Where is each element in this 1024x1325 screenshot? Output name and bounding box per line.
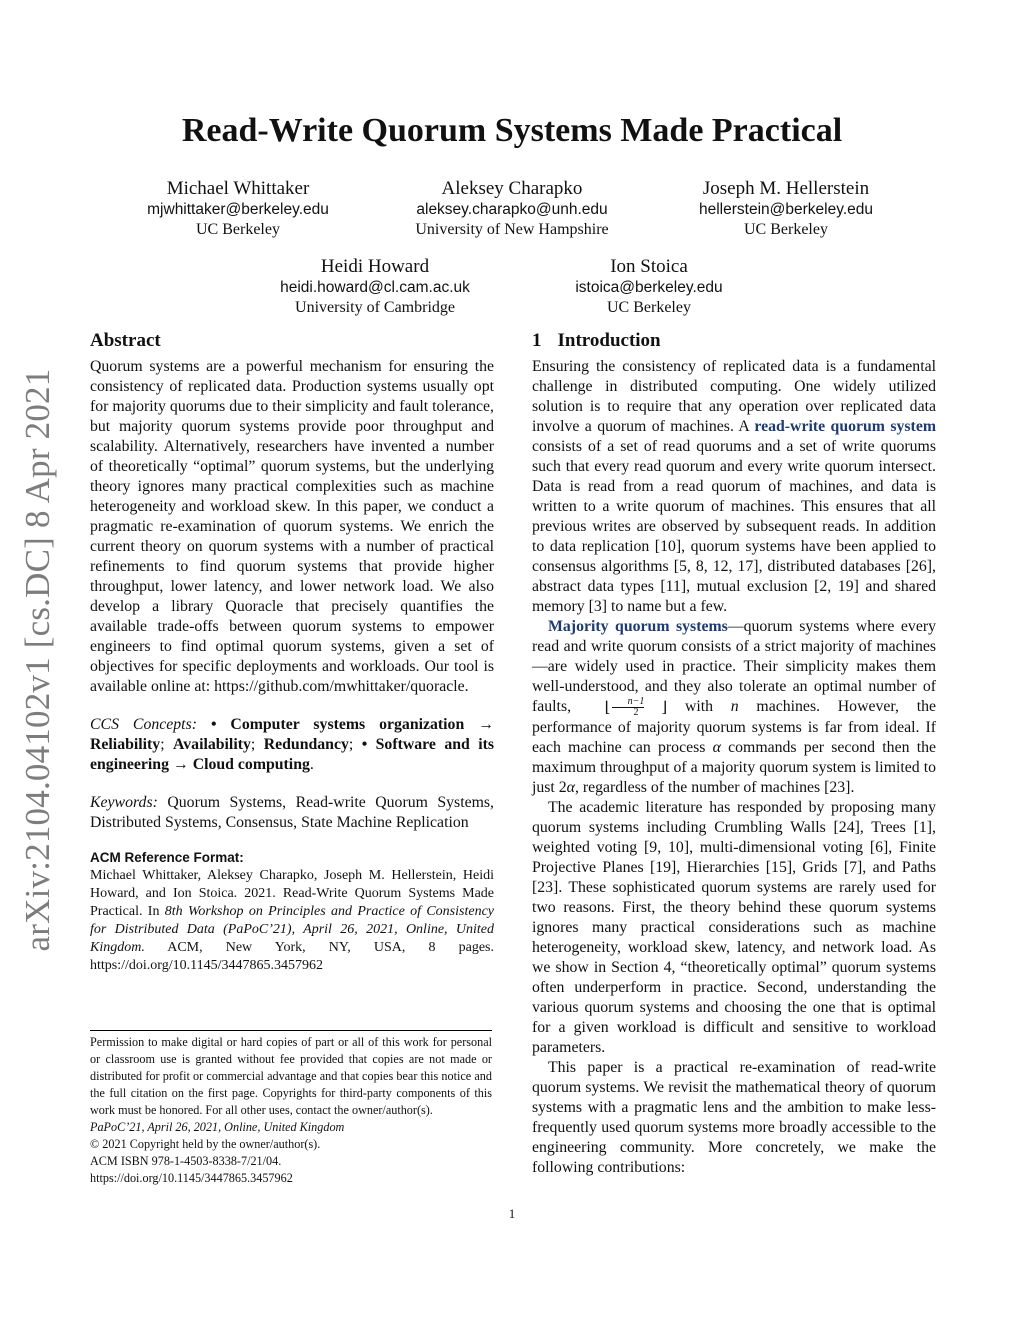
section-heading bbox=[532, 330, 936, 352]
acm-reference-heading: ACM Reference Format: bbox=[90, 850, 244, 865]
section-title: Introduction bbox=[557, 330, 661, 351]
math-variable: α bbox=[566, 779, 575, 796]
author-name: Aleksey Charapko bbox=[441, 178, 583, 199]
highlighted-term: read-write quorum system bbox=[754, 418, 936, 435]
acm-reference-part: Michael Whittaker, Aleksey Charapko, Joseph M. Hellerstein, Heidi Howard, and Ion Stoica. 2021. Read-Write Quorum Systems Made Practical. In bbox=[90, 868, 494, 919]
footnote-doi: https://doi.org/10.1145/3447865.3457962 bbox=[90, 1171, 293, 1185]
author-email: aleksey.charapko@unh.edu bbox=[416, 201, 608, 218]
ccs-concepts bbox=[90, 715, 494, 775]
author-block bbox=[88, 178, 388, 240]
paragraph-text: machines. However, the performance of majority quorum systems is far from ideal. If each machine can process bbox=[532, 698, 937, 756]
ccs-end: . bbox=[309, 756, 314, 773]
author-affiliation: UC Berkeley bbox=[196, 221, 280, 238]
ccs-term: • Software and its engineering bbox=[90, 736, 495, 773]
fraction-numerator: n−1 bbox=[627, 696, 645, 707]
author-affiliation: UC Berkeley bbox=[607, 299, 691, 316]
math-variable: α bbox=[712, 739, 721, 756]
author-affiliation: UC Berkeley bbox=[744, 221, 828, 238]
author-name: Michael Whittaker bbox=[166, 178, 310, 199]
fraction bbox=[612, 697, 645, 718]
fraction-denominator: 2 bbox=[633, 707, 639, 718]
ccs-term: Redundancy bbox=[263, 736, 349, 753]
ccs-term: Availability bbox=[173, 736, 251, 753]
author-email: istoica@berkeley.edu bbox=[575, 279, 723, 296]
paragraph-text: —quorum systems where every read and write quorum consists of a strict majority of machines—are widely used in practice. Their simplicity makes them well-understood, and they also tolerate an optimal number of faults, bbox=[532, 618, 936, 716]
paragraph-text: with bbox=[667, 698, 731, 716]
intro-paragraph bbox=[532, 357, 936, 617]
author-email: mjwhittaker@berkeley.edu bbox=[147, 201, 329, 218]
footnote-venue: PaPoC’21, April 26, 2021, Online, United Kingdom bbox=[90, 1120, 345, 1134]
copyright-footnote bbox=[90, 1030, 492, 1187]
permission-notice: Permission to make digital or hard copies of part or all of this work for personal or classroom use is granted without fee provided that copies are not made or distributed for profit or commercial advantage and that copies bear this notice and the full citation on the first page. Copyrights for third-party components of this work must be honored. For all other uses, contact the owner/author(s). bbox=[90, 1035, 492, 1117]
intro-paragraph: This paper is a practical re-examination of read-write quorum systems. We revisit the mathematical theory of quorum systems with a pragmatic lens and the ambition to make less-frequently used quorum systems more broadly accessible to the engineering community. More concretely, we make the following contributions: bbox=[532, 1059, 936, 1176]
footnote-copyright: © 2021 Copyright held by the owner/author(s). bbox=[90, 1137, 321, 1151]
keywords-label: Keywords: bbox=[90, 794, 158, 811]
paragraph-text: Ensuring the consistency of replicated data is a fundamental challenge in distributed computing. One widely utilized solution is to require that any operation over replicated data involve a quorum of machines. A bbox=[532, 358, 936, 435]
paragraph-text: consists of a set of read quorums and a set of write quorums such that every read quorum and every write quorum intersect. Data is read from a read quorum of machines, and data is written to a write quorum of machines. This ensures that all previous writes are observed by subsequent reads. In addition to data replication [10], quorum systems have been applied to consensus algorithms [5, 8, 12, 17], distributed databases [26], abstract data types [11], mutual exclusion [2, 19] and shared memory [3] to name but a few. bbox=[532, 438, 936, 615]
author-block bbox=[499, 256, 799, 318]
floor-close-icon: ⌋ bbox=[661, 699, 668, 716]
acm-reference-part: ACM, New York, NY, USA, 8 pages. https://doi.org/10.1145/3447865.3457962 bbox=[90, 940, 494, 973]
author-email: hellerstein@berkeley.edu bbox=[699, 201, 873, 218]
author-email: heidi.howard@cl.cam.ac.uk bbox=[280, 279, 470, 296]
section-number: 1 bbox=[532, 330, 542, 351]
author-block bbox=[362, 178, 662, 240]
author-name: Ion Stoica bbox=[610, 256, 688, 277]
paragraph-text: commands per second then the maximum throughput of a majority quorum system is limited to just 2 bbox=[532, 739, 936, 796]
author-name: Joseph M. Hellerstein bbox=[702, 178, 870, 199]
paper-title: Read-Write Quorum Systems Made Practical bbox=[181, 112, 843, 149]
ccs-term: Reliability bbox=[90, 736, 161, 753]
intro-paragraph: The academic literature has responded by proposing many quorum systems including Crumbling Walls [24], Trees [1], weighted voting [9, 10], multi-dimensional voting [6], Finite Projective Planes [19], Hierarchies [15], Grids [7], and Paths [23]. These sophisticated quorum systems are rarely used for two reasons. First, the theory behind these quorum systems ignores many practical considerations such as machine heterogeneity, workload skew, latency, and network load. As we show in Section 4, “theoretically optimal” quorum systems often underperform in practice. Second, understanding the various quorum systems and choosing the one that is optimal for a given workload is difficult and sensitive to workload parameters. bbox=[532, 799, 936, 1056]
keywords bbox=[90, 793, 494, 833]
arxiv-identifier-sidebar bbox=[16, 360, 60, 960]
author-block bbox=[225, 256, 525, 318]
math-variable: n bbox=[730, 698, 739, 716]
arrow-icon: → bbox=[172, 756, 189, 773]
ccs-separator: ; bbox=[348, 736, 362, 753]
page-number: 1 bbox=[508, 1206, 516, 1221]
intro-paragraph bbox=[532, 617, 936, 798]
author-affiliation: University of New Hampshire bbox=[415, 221, 609, 238]
left-column bbox=[90, 330, 494, 975]
abstract-heading: Abstract bbox=[90, 330, 161, 351]
floor-open-icon: ⌊ bbox=[604, 699, 611, 716]
arxiv-id-text: arXiv:2104.04102v1 [cs.DC] 8 Apr 2021 bbox=[18, 368, 57, 952]
abstract-text: Quorum systems are a powerful mechanism for ensuring the consistency of replicated data. Production systems usually opt for majority quorums due to their simplicity and fault tolerance, but majority quorum systems provide poor throughput and scalability. Alternatively, researchers have invented a number of theoretically “optimal” quorum systems, but the underlying theory ignores many practical complexities such as machine heterogeneity and workload skew. In this paper, we conduct a pragmatic re-examination of quorum systems. We enrich the current theory on quorum systems with a number of practical refinements to find quorum systems that provide higher throughput, lower latency, and lower network load. We also develop a library Quoracle that precisely quantifies the available trade-offs between quorum systems to empower engineers to find optimal quorum systems, given a set of objectives for specific deployments and workloads. Our tool is available online at: https://github.com/mwhittaker/quoracle. bbox=[90, 358, 494, 695]
right-column bbox=[532, 330, 936, 1178]
arrow-icon: → bbox=[478, 716, 494, 733]
keywords-text: Quorum Systems, Read-write Quorum Systems, Distributed Systems, Consensus, State Machine Replication bbox=[90, 794, 494, 831]
ccs-label: CCS Concepts: bbox=[90, 716, 197, 733]
author-name: Heidi Howard bbox=[320, 256, 430, 277]
ccs-separator: ; bbox=[250, 736, 264, 753]
author-block bbox=[636, 178, 936, 240]
acm-reference-text bbox=[90, 867, 494, 975]
author-affiliation: University of Cambridge bbox=[295, 299, 455, 316]
highlighted-term: Majority quorum systems bbox=[548, 618, 728, 635]
ccs-term: • Computer systems organization bbox=[210, 716, 465, 733]
paragraph-text: , regardless of the number of machines [23]. bbox=[574, 779, 855, 796]
footnote-isbn: ACM ISBN 978-1-4503-8338-7/21/04. bbox=[90, 1154, 282, 1168]
ccs-term: Cloud computing bbox=[192, 756, 310, 773]
ccs-separator: ; bbox=[160, 736, 174, 753]
acm-reference-venue: 8th Workshop on Principles and Practice of Consistency for Distributed Data (PaPoC’21), April 26, 2021, Online, United Kingdom. bbox=[90, 904, 494, 955]
